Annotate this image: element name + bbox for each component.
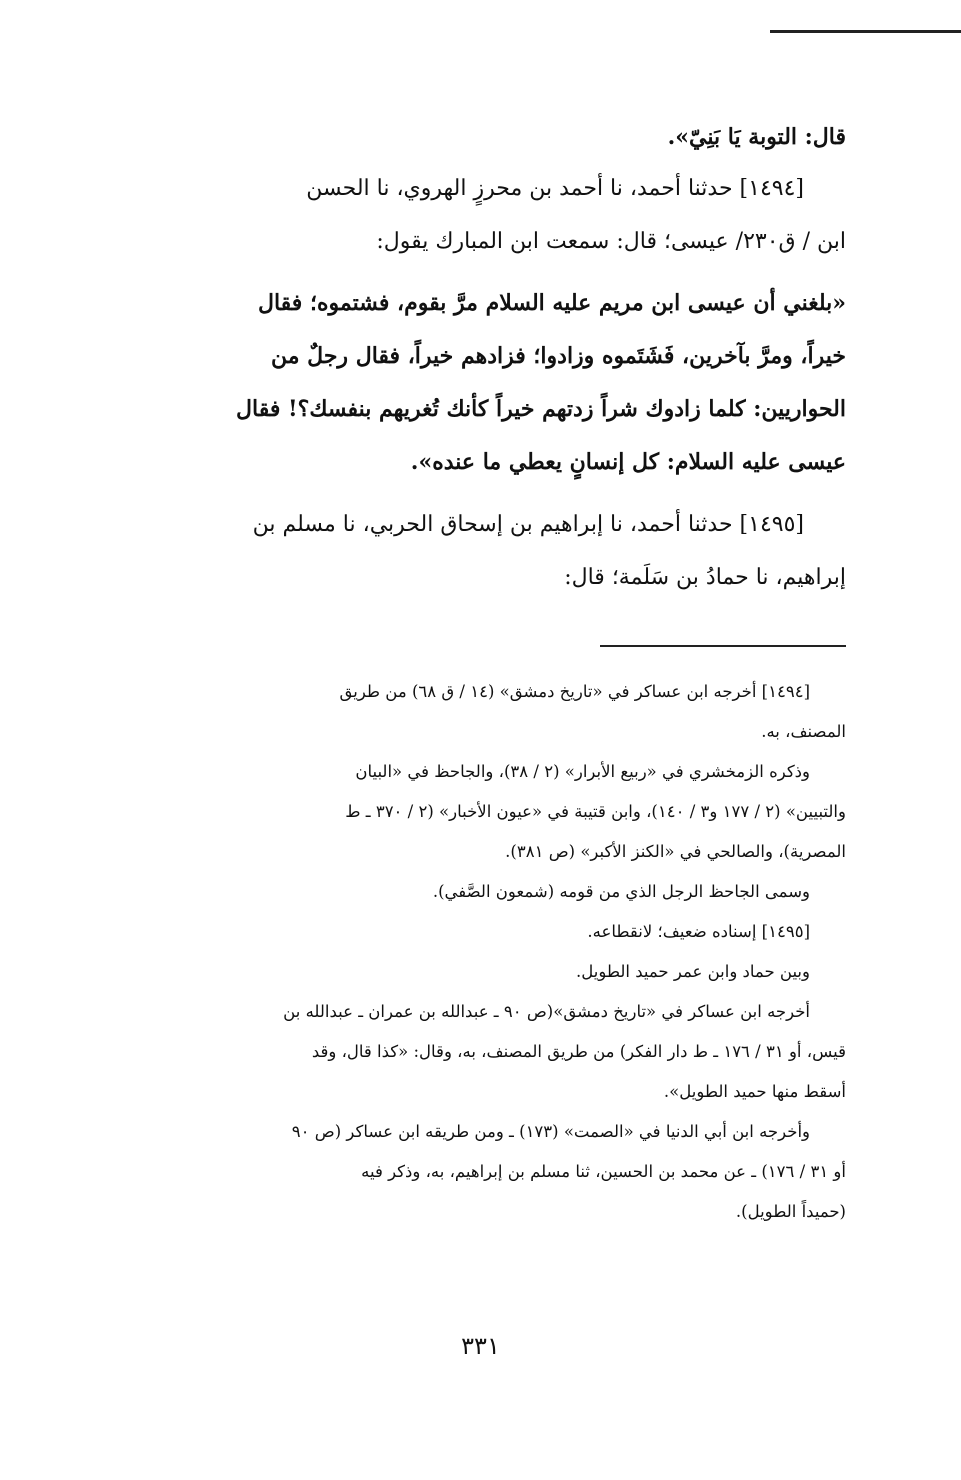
footnote-1495-line-4: قيس، أو ٣١ / ١٧٦ ـ ط دار الفكر) من طريق المصنف، به، وقال: «كذا قال، وقد bbox=[311, 1042, 846, 1061]
quote-line-4: عيسى عليه السلام: كل إنسانٍ يعطي ما عنده». bbox=[410, 449, 846, 475]
footnote-divider bbox=[600, 645, 846, 647]
footnote-1495-line-5: أسقط منها حميد الطويل». bbox=[663, 1082, 846, 1101]
footnotes bbox=[130, 672, 846, 1232]
quote-line-1: «بلغني أن عيسى ابن مريم عليه السلام مرَّ بقوم، فشتموه؛ فقال bbox=[257, 290, 846, 316]
footnote-1494-line-6: وسمى الجاحظ الرجل الذي من قومه (شمعون الصَّفي). bbox=[432, 882, 810, 901]
footnote-1495-line-1: [١٤٩٥] إسناده ضعيف؛ لانقطاعه. bbox=[587, 922, 810, 941]
paragraph-1494-line-1: [١٤٩٤] حدثنا أحمد، نا أحمد بن محرزٍ الهروي، نا الحسن bbox=[306, 176, 804, 201]
footnote-1494-line-5: المصرية)، والصالحي في «الكنز الأكبر» (ص ٣٨١). bbox=[505, 842, 846, 861]
footnote-1494-line-4: والتبيين» (٢ / ١٧٧ و٣ / ١٤٠)، وابن قتيبة في «عيون الأخبار» (٢ / ٣٧٠ ـ ط bbox=[345, 802, 846, 821]
main-text bbox=[130, 112, 846, 604]
header-rule bbox=[770, 30, 961, 33]
footnote-1494-line-2: المصنف، به. bbox=[761, 722, 846, 741]
footnote-1495-line-7: أو ٣١ / ١٧٦) ـ عن محمد بن الحسين، ثنا مسلم بن إبراهيم، به، وذكر فيه bbox=[361, 1162, 846, 1181]
paragraph-1494-line-2: ابن / ق٢٣٠/ عيسى؛ قال: سمعت ابن المبارك يقول: bbox=[376, 229, 846, 254]
footnote-1494-line-1: [١٤٩٤] أخرجه ابن عساكر في «تاريخ دمشق» (١٤ / ق ٦٨) من طريق bbox=[339, 682, 810, 701]
footnote-1495-line-2: وبين حماد وابن عمر حميد الطويل. bbox=[575, 962, 810, 981]
footnote-1495-line-6: وأخرجه ابن أبي الدنيا في «الصمت» (١٧٣) ـ ومن طريقه ابن عساكر (ص ٩٠ bbox=[291, 1122, 810, 1141]
main-line-1: قال: التوبة يَا بَنِيّ». bbox=[667, 124, 846, 150]
paragraph-1495-line-1: [١٤٩٥] حدثنا أحمد، نا إبراهيم بن إسحاق الحربي، نا مسلم بن bbox=[252, 512, 804, 537]
footnote-1495-line-3: أخرجه ابن عساكر في «تاريخ دمشق»(ص ٩٠ ـ عبدالله بن عمران ـ عبدالله بن bbox=[283, 1002, 810, 1021]
quote-line-3: الحواريين: كلما زادوك شراً زدتهم خيراً كأنك تُغريهم بنفسك؟! فقال bbox=[236, 396, 846, 422]
page-number: ٣٣١ bbox=[461, 1332, 500, 1360]
paragraph-1495-line-2: إبراهيم، نا حمادُ بن سَلَمة؛ قال: bbox=[564, 565, 846, 590]
quote-line-2: خيراً، ومرَّ بآخرين، فَشَتَموه وزادوا؛ فزادهم خيراً، فقال رجلٌ من bbox=[270, 343, 846, 369]
footnote-1495-line-8: (حميداً الطويل). bbox=[735, 1202, 846, 1221]
footnote-1494-line-3: وذكره الزمخشري في «ربيع الأبرار» (٢ / ٣٨)، والجاحظ في «البيان bbox=[355, 762, 810, 781]
